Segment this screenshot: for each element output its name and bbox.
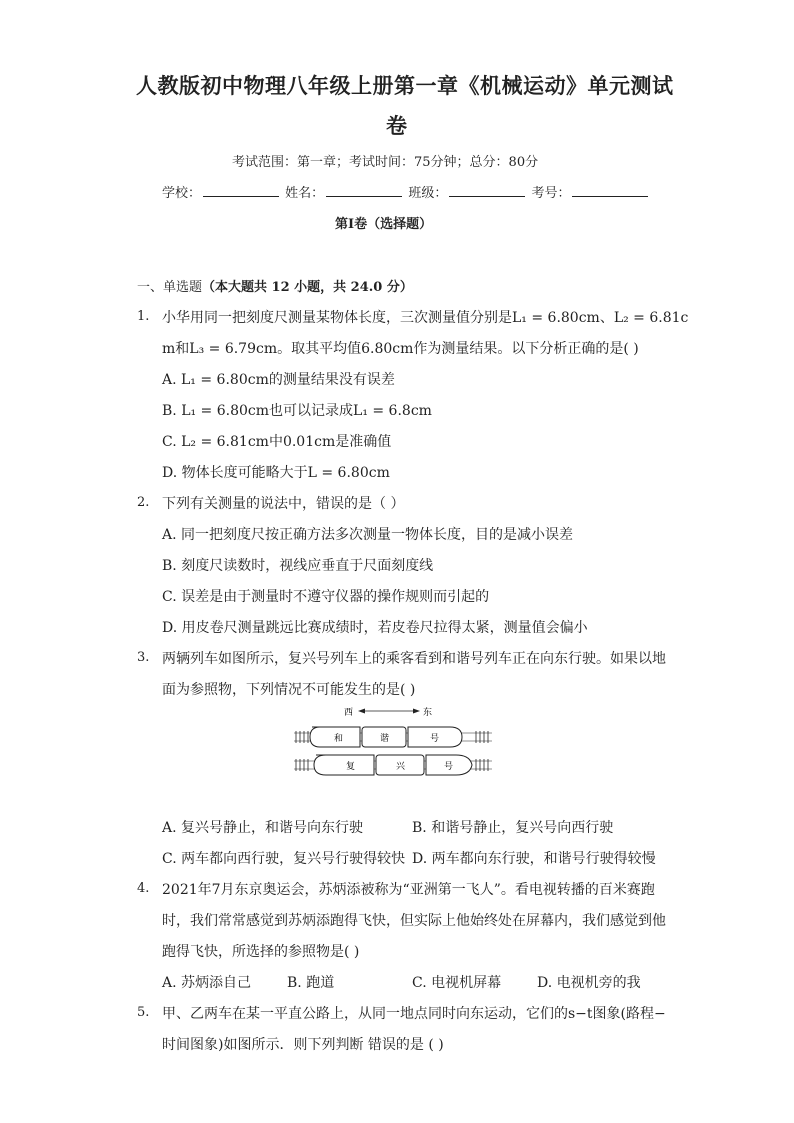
option-c[interactable]: C. 电视机屏幕 [412, 975, 502, 991]
train-label: 复 [346, 762, 356, 772]
option-a[interactable]: A. 苏炳添自己 [162, 975, 252, 991]
arrow-right-icon [413, 709, 420, 714]
name-field[interactable] [326, 184, 402, 197]
volume-title: 第Ⅰ卷（选择题） [335, 217, 433, 232]
option-a[interactable]: A. 复兴号静止，和谐号向东行驶 [162, 820, 364, 836]
question-number: 5. [137, 1005, 150, 1020]
question-number: 4. [137, 881, 150, 896]
train-label: 和 [334, 734, 344, 744]
option-b[interactable]: B. 和谐号静止，复兴号向西行驶 [412, 820, 614, 836]
number-field[interactable] [572, 184, 648, 197]
option-c[interactable]: C. L₂ = 6.81cm中0.01cm是准确值 [162, 434, 392, 450]
question-text: m和L₃ = 6.79cm。取其平均值6.80cm作为测量结果。以下分析正确的是( ) [162, 341, 639, 357]
option-b[interactable]: B. L₁ = 6.80cm也可以记录成L₁ = 6.8cm [162, 403, 432, 419]
question-number: 2. [137, 495, 150, 510]
east-label: 东 [423, 708, 433, 718]
option-c[interactable]: C. 两车都向西行驶，复兴号行驶得较快 [162, 851, 406, 867]
question-text: 2021年7月东京奥运会，苏炳添被称为“亚洲第一飞人”。看电视转播的百米赛跑 [162, 882, 655, 898]
option-a[interactable]: A. L₁ = 6.80cm的测量结果没有误差 [162, 372, 395, 388]
question-text: 两辆列车如图所示，复兴号列车上的乘客看到和谐号列车正在向东行驶。如果以地 [162, 651, 666, 667]
question-text: 面为参照物，下列情况不可能发生的是( ) [162, 682, 416, 698]
question-text: 小华用同一把刻度尺测量某物体长度，三次测量值分别是L₁ = 6.80cm、L₂ = 6.81c [162, 310, 689, 326]
train-label: 号 [430, 734, 440, 744]
question-text: 甲、乙两车在某一平直公路上，从同一地点同时向东运动，它们的s−t图象(路程− [162, 1006, 666, 1022]
question-number: 3. [137, 650, 150, 665]
school-field[interactable] [203, 184, 279, 197]
student-info-row [162, 182, 650, 201]
section-heading-prefix: 一、单选题 [137, 280, 203, 295]
train-label: 号 [444, 762, 454, 772]
option-d[interactable]: D. 用皮卷尺测量跳远比赛成绩时，若皮卷尺拉得太紧，测量值会偏小 [162, 620, 588, 636]
class-label: 班级： [408, 186, 448, 201]
west-label: 西 [344, 708, 354, 718]
school-label: 学校： [162, 186, 202, 201]
train-label: 谐 [380, 734, 390, 744]
question-number: 1. [137, 309, 150, 324]
option-c[interactable]: C. 误差是由于测量时不遵守仪器的操作规则而引起的 [162, 589, 490, 605]
name-label: 姓名： [285, 186, 325, 201]
question-text: 时，我们常常感觉到苏炳添跑得飞快，但实际上他始终处在屏幕内，我们感觉到他 [162, 913, 666, 929]
train-figure [290, 703, 510, 781]
exam-info: 考试范围：第一章；考试时间：75分钟；总分：80分 [232, 155, 539, 170]
page-title-continued: 卷 [386, 114, 408, 138]
page-title: 人教版初中物理八年级上册第一章《机械运动》单元测试 [136, 74, 674, 98]
option-b[interactable]: B. 刻度尺读数时，视线应垂直于尺面刻度线 [162, 558, 434, 574]
question-text: 时间图象)如图所示．则下列判断 错误的是 ( ) [162, 1037, 444, 1053]
number-label: 考号： [531, 186, 571, 201]
train-hexie [310, 727, 462, 747]
train-label: 兴 [396, 762, 406, 772]
section-heading-detail: （本大题共 12 小题，共 24.0 分） [202, 280, 413, 295]
section-heading [137, 276, 413, 295]
option-b[interactable]: B. 跑道 [287, 975, 335, 991]
option-a[interactable]: A. 同一把刻度尺按正确方法多次测量一物体长度，目的是减小误差 [162, 527, 574, 543]
class-field[interactable] [449, 184, 525, 197]
option-d[interactable]: D. 物体长度可能略大于L = 6.80cm [162, 465, 390, 481]
question-text: 下列有关测量的说法中，错误的是（ ） [162, 496, 405, 512]
option-d[interactable]: D. 电视机旁的我 [537, 975, 641, 991]
question-text: 跑得飞快，所选择的参照物是( ) [162, 944, 360, 960]
train-fuxing [314, 755, 472, 775]
option-d[interactable]: D. 两车都向东行驶，和谐号行驶得较慢 [412, 851, 656, 867]
arrow-left-icon [358, 709, 365, 714]
